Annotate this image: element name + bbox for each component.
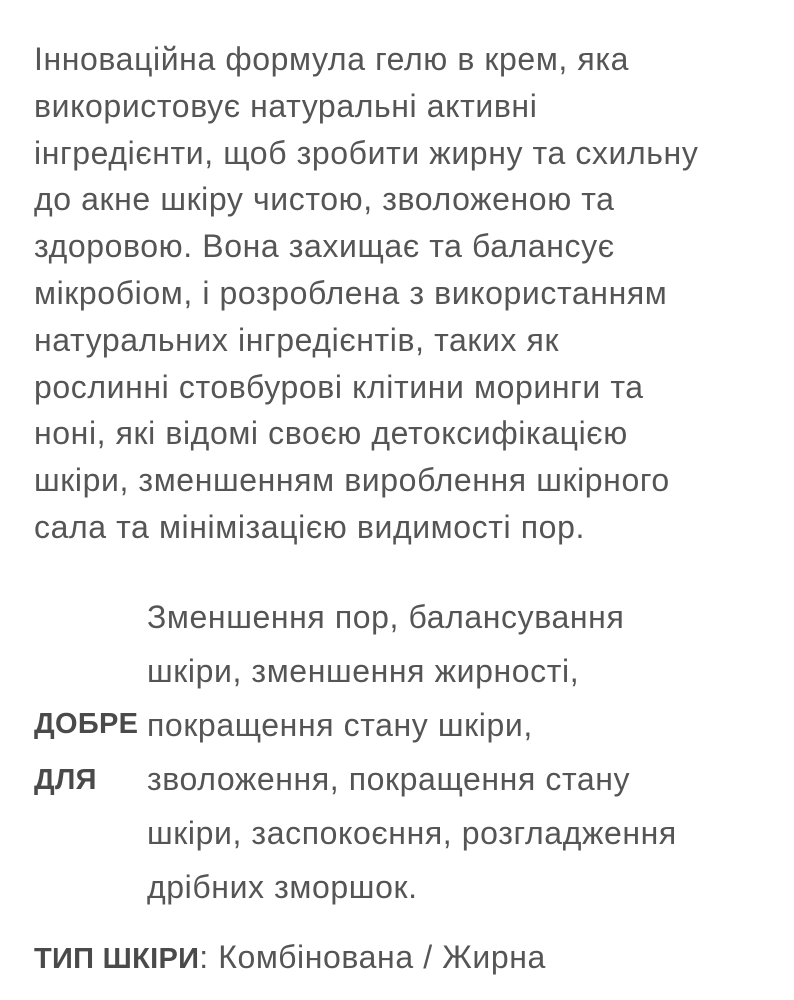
description-line: рослинні стовбурові клітини моринги та bbox=[34, 368, 644, 405]
description-line: використовує натуральні активні bbox=[34, 87, 538, 124]
good-for-label-line: ДОБРЕ bbox=[34, 708, 139, 740]
product-description bbox=[34, 36, 774, 551]
benefit-line: шкіри, зменшення жирності, bbox=[147, 653, 580, 689]
description-line: натуральних інгредієнтів, таких як bbox=[34, 321, 560, 358]
skin-type-separator: : bbox=[199, 939, 209, 975]
benefit-line: покращення стану шкіри, bbox=[147, 707, 533, 743]
skin-type-row bbox=[34, 934, 546, 982]
description-line: сала та мінімізацією видимості пор. bbox=[34, 508, 585, 545]
description-line: шкіри, зменшенням вироблення шкірного bbox=[34, 462, 670, 499]
benefit-line: Зменшення пор, балансування bbox=[147, 599, 625, 635]
skin-type-label: ТИП ШКІРИ bbox=[34, 943, 200, 975]
description-line: мікробіом, і розроблена з використанням bbox=[34, 274, 668, 311]
benefit-line: шкіри, заспокоєння, розгладження bbox=[147, 815, 677, 851]
benefit-line: зволоження, покращення стану bbox=[147, 761, 631, 797]
description-line: до акне шкіру чистою, зволоженою та bbox=[34, 181, 615, 218]
skin-type-value: Комбінована / Жирна bbox=[208, 939, 546, 975]
good-for-benefits bbox=[147, 590, 774, 914]
description-line: Інноваційна формула гелю в крем, яка bbox=[34, 41, 630, 77]
good-for-label bbox=[34, 696, 147, 808]
description-line: інгредієнти, щоб зробити жирну та схильну bbox=[34, 134, 699, 171]
good-for-section bbox=[34, 590, 774, 914]
benefit-line: дрібних зморшок. bbox=[147, 869, 418, 905]
good-for-label-line: ДЛЯ bbox=[34, 764, 97, 796]
description-line: здоровою. Вона захищає та балансує bbox=[34, 228, 615, 265]
description-line: ноні, які відомі своєю детоксифікацією bbox=[34, 415, 628, 452]
